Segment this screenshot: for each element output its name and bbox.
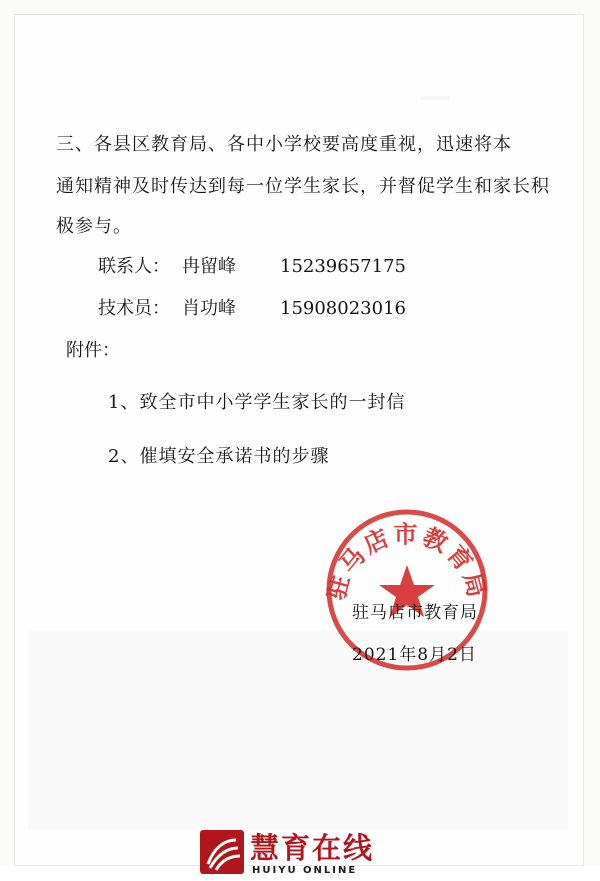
scan-speck xyxy=(420,96,450,100)
signature-date: 2021年8月2日 xyxy=(352,645,477,665)
huiyu-logo-icon xyxy=(200,830,244,874)
attachment-item-2: 2、催填安全承诺书的步骤 xyxy=(108,446,330,467)
contact-phone: 15239657175 xyxy=(280,256,406,277)
technician-name: 肖功峰 xyxy=(182,298,236,319)
technician-phone: 15908023016 xyxy=(280,298,406,319)
huiyu-watermark-logo xyxy=(200,830,405,880)
body-line-3: 极参与。 xyxy=(56,216,132,237)
seal-text: 驻马店市教育局 xyxy=(322,520,492,603)
attachment-item-1: 1、致全市中小学学生家长的一封信 xyxy=(108,392,406,413)
contact-name: 冉留峰 xyxy=(182,256,236,277)
signature-org: 驻马店市教育局 xyxy=(352,603,478,623)
contact-row xyxy=(98,256,406,278)
contact-label: 联系人： xyxy=(98,256,170,277)
attachments-label: 附件： xyxy=(66,340,120,361)
body-line-1: 三、各县区教育局、各中小学校要高度重视，迅速将本 xyxy=(56,134,512,155)
technician-row xyxy=(98,298,406,320)
watermark-cn: 慧育在线 xyxy=(250,831,375,865)
watermark-en: HUIYU ONLINE xyxy=(252,865,358,876)
technician-label: 技术员： xyxy=(98,298,170,319)
body-line-2: 通知精神及时传达到每一位学生家长，并督促学生和家长积 xyxy=(56,176,550,197)
